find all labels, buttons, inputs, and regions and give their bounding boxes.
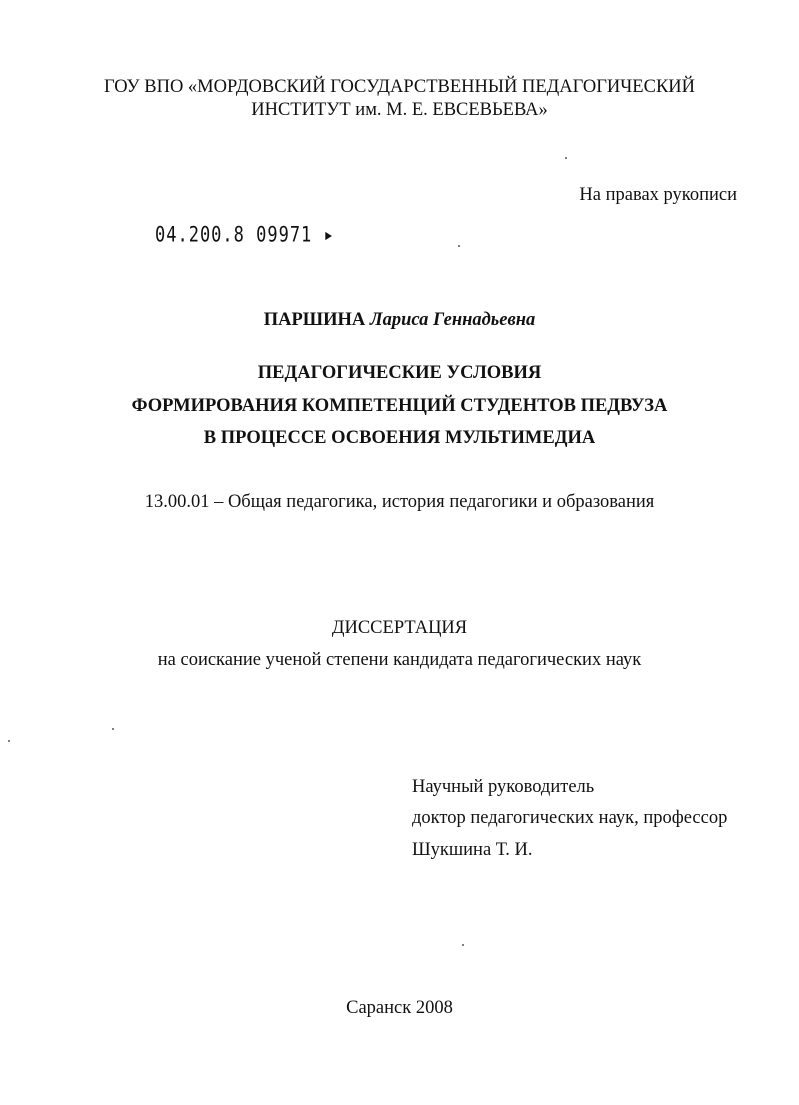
library-stamp-number: 04.200.8 09971 ▸ — [155, 222, 335, 248]
title-line-1: ПЕДАГОГИЧЕСКИЕ УСЛОВИЯ — [257, 363, 542, 383]
manuscript-note: На правах рукописи — [579, 185, 737, 205]
institution-line-1: ГОУ ВПО «МОРДОВСКИЙ ГОСУДАРСТВЕННЫЙ ПЕДАГОГИЧЕСКИЙ — [103, 77, 696, 97]
supervisor-label: Научный руководитель — [412, 777, 595, 797]
scan-speck — [462, 944, 464, 946]
author-name — [0, 309, 799, 331]
scan-speck — [565, 157, 567, 159]
institution-line-2: ИНСТИТУТ им. М. Е. ЕВСЕВЬЕВА» — [251, 100, 548, 120]
supervisor-name: Шукшина Т. И. — [412, 840, 533, 860]
author-surname: ПАРШИНА — [263, 310, 366, 330]
supervisor-title: доктор педагогических наук, профессор — [412, 808, 728, 828]
stamp-mark-icon: ▸ — [323, 222, 335, 248]
document-type: ДИССЕРТАЦИЯ — [331, 618, 468, 638]
title-line-3: В ПРОЦЕССЕ ОСВОЕНИЯ МУЛЬТИМЕДИА — [203, 428, 596, 448]
specialty: 13.00.01 – Общая педагогика, история педагогики и образования — [144, 492, 655, 512]
degree: на соискание ученой степени кандидата педагогических наук — [157, 650, 642, 670]
author-given-names: Лариса Геннадьевна — [369, 310, 536, 330]
title-line-2: ФОРМИРОВАНИЯ КОМПЕТЕНЦИЙ СТУДЕНТОВ ПЕДВУЗА — [131, 396, 668, 416]
scan-speck — [458, 245, 460, 247]
place-year: Саранск 2008 — [346, 998, 453, 1018]
scan-speck — [8, 740, 10, 742]
scan-speck — [112, 728, 114, 730]
